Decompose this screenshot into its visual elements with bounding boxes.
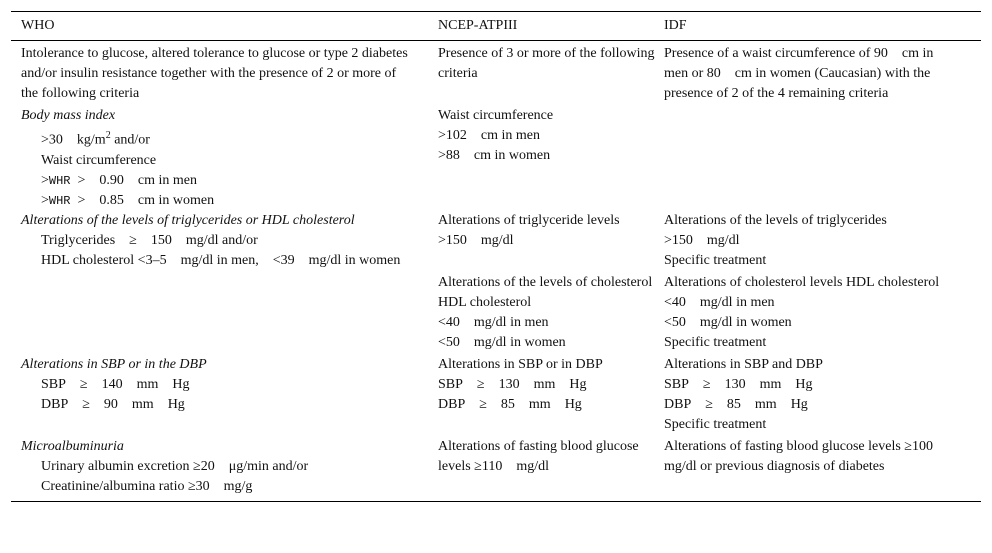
- bmi-title: Body mass index: [21, 108, 116, 123]
- bmi-line3-gt: >: [41, 172, 49, 188]
- header-who: WHO: [21, 18, 55, 33]
- hdl-idf-2: <50 mg/dl in women: [664, 314, 792, 330]
- bp-row: [11, 355, 981, 435]
- bp-ncep-sbp: SBP ≥ 130 mm Hg: [438, 376, 587, 392]
- hdl-row: [11, 273, 981, 353]
- lipids-idf-3: Specific treatment: [664, 252, 767, 268]
- header-ncep: NCEP-ATPIII: [438, 18, 518, 33]
- hdl-ncep-3: <50 mg/dl in women: [438, 334, 566, 350]
- lipids-title: Alterations of the levels of triglycerides or HDL cholesterol: [21, 212, 355, 228]
- lipids-line2: HDL cholesterol <3–5 mg/dl in men, <39 mg/dl in women: [41, 252, 401, 268]
- bmi-line4-rest: > 0.85 cm in women: [70, 192, 215, 208]
- bmi-line4: [21, 191, 438, 211]
- micro-title: Microalbuminuria: [21, 438, 124, 454]
- bmi-ncep-3: >88 cm in women: [438, 148, 551, 163]
- intro-row: [11, 44, 981, 104]
- bp-who-sbp: SBP ≥ 140 mm Hg: [41, 376, 190, 392]
- bp-title: Alterations in SBP or in the DBP: [21, 356, 207, 372]
- intro-ncep: Presence of 3 or more of the following criteria: [438, 46, 655, 81]
- header-idf: IDF: [664, 18, 687, 33]
- bottom-rule: [11, 501, 981, 502]
- hdl-ncep-2: <40 mg/dl in men: [438, 314, 549, 330]
- header-rule: [11, 40, 981, 41]
- bmi-line1-text: >30 kg/m: [41, 132, 106, 148]
- hdl-ncep-1: Alterations of the levels of cholesterol HDL cholesterol: [438, 274, 653, 310]
- bmi-line2: Waist circumference: [41, 152, 157, 168]
- bmi-line1: [21, 126, 438, 151]
- criteria-table: [11, 11, 981, 502]
- whr-label: WHR: [48, 173, 71, 188]
- whr-label-2: WHR: [48, 193, 71, 208]
- bmi-line1-tail: and/or: [110, 132, 150, 148]
- bp-idf-1: Alterations in SBP and DBP: [664, 356, 823, 372]
- bmi-line4-gt: >: [41, 192, 49, 208]
- intro-who: Intolerance to glucose, altered tolerance to glucose or type 2 diabetes and/or insulin resistance together with the presence of 2 or more of the following criteria: [21, 46, 408, 101]
- bmi-ncep-1: Waist circumference: [438, 108, 554, 123]
- hdl-idf-3: Specific treatment: [664, 334, 767, 350]
- bp-ncep-dbp: DBP ≥ 85 mm Hg: [438, 396, 582, 412]
- lipids-line1: Triglycerides ≥ 150 mg/dl and/or: [41, 232, 258, 248]
- hdl-idf-1: Alterations of cholesterol levels HDL cholesterol <40 mg/dl in men: [664, 274, 940, 310]
- intro-idf: Presence of a waist circumference of 90 cm in men or 80 cm in women (Caucasian) with the presence of 2 of the 4 remaining criteria: [664, 46, 934, 101]
- header-row: [11, 12, 981, 40]
- micro-ncep: Alterations of fasting blood glucose levels ≥110 mg/dl: [438, 438, 639, 474]
- micro-line1: Urinary albumin excretion ≥20 μg/min and/or: [41, 458, 309, 474]
- bp-ncep-1: Alterations in SBP or in DBP: [438, 356, 603, 372]
- lipids-idf-1: Alterations of the levels of triglycerides: [664, 212, 887, 228]
- lipids-row: [11, 211, 981, 271]
- bp-idf-3: Specific treatment: [664, 416, 767, 432]
- lipids-ncep: Alterations of triglyceride levels >150 mg/dl: [438, 212, 620, 248]
- micro-line2: Creatinine/albumina ratio ≥30 mg/g: [41, 478, 253, 494]
- bp-who-dbp: DBP ≥ 90 mm Hg: [41, 396, 185, 412]
- lipids-idf-2: >150 mg/dl: [664, 232, 740, 248]
- micro-row: [11, 437, 981, 497]
- bp-idf-dbp: DBP ≥ 85 mm Hg: [664, 396, 808, 412]
- bmi-row: [11, 106, 981, 211]
- bmi-line1-sup: 2: [105, 130, 111, 141]
- bmi-ncep-2: >102 cm in men: [438, 128, 540, 143]
- bmi-line3: [21, 171, 438, 191]
- micro-idf: Alterations of fasting blood glucose levels ≥100 mg/dl or previous diagnosis of diabetes: [664, 438, 947, 474]
- bmi-line3-rest: > 0.90 cm in men: [70, 172, 198, 188]
- bp-idf-sbp: SBP ≥ 130 mm Hg: [664, 376, 813, 392]
